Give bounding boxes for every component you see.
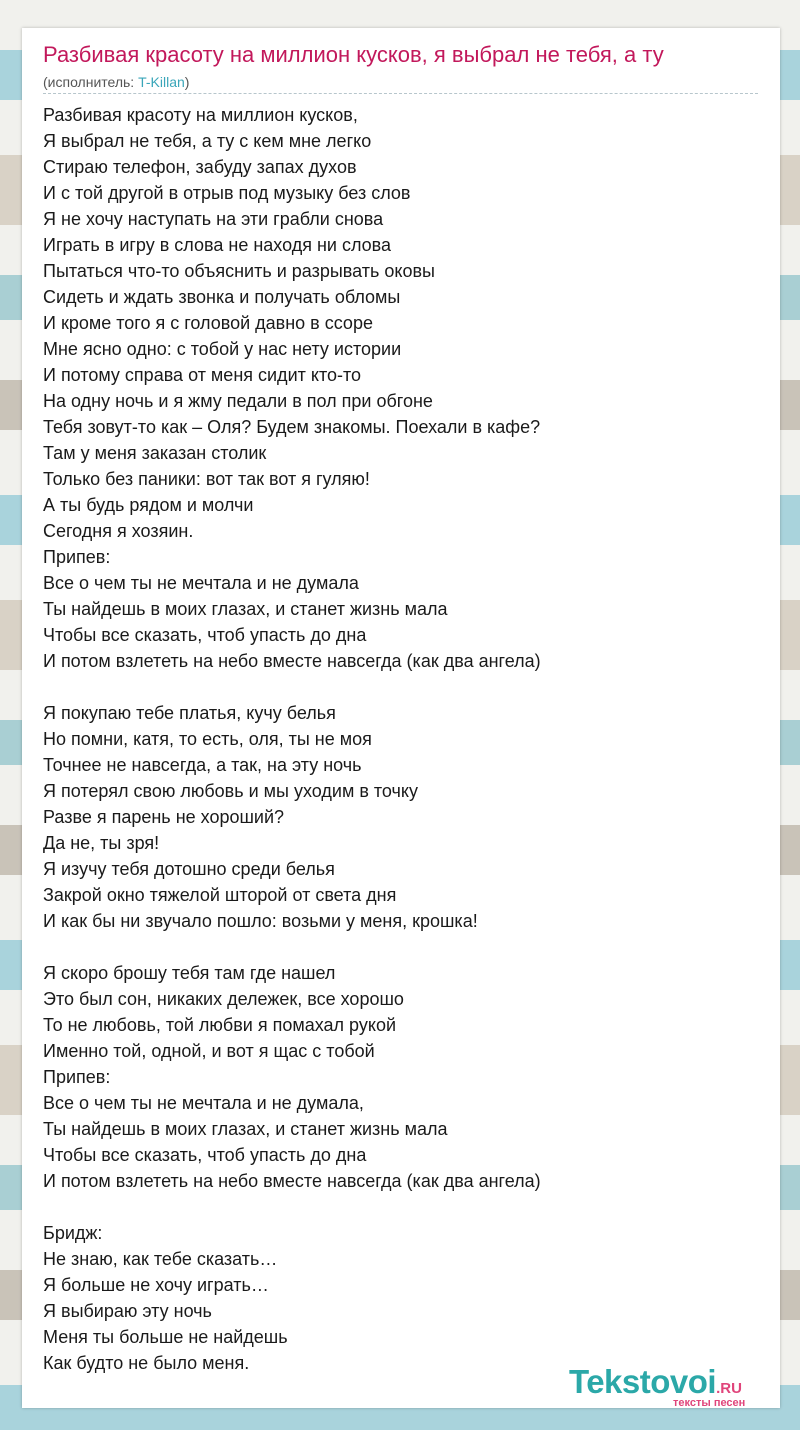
lyrics-card <box>22 28 780 1408</box>
lyric-line: Ты найдешь в моих глазах, и станет жизнь мала <box>43 1119 448 1139</box>
lyric-line: Пытаться что-то объяснить и разрывать оковы <box>43 261 435 281</box>
lyrics-text <box>43 102 758 1376</box>
lyric-line: И кроме того я с головой давно в ссоре <box>43 313 373 333</box>
logo-tld: .RU <box>716 1380 742 1397</box>
lyric-line: Разве я парень не хороший? <box>43 807 285 827</box>
title-divider <box>43 93 758 94</box>
lyric-line: Это был сон, никаких дележек, все хорошо <box>43 989 404 1009</box>
lyric-line: Я потерял свою любовь и мы уходим в точку <box>43 781 419 801</box>
byline-suffix: ) <box>184 74 190 90</box>
lyric-line: Тебя зовут-то как – Оля? Будем знакомы. Поехали в кафе? <box>43 417 541 437</box>
lyric-line: Меня ты больше не найдешь <box>43 1327 288 1347</box>
lyric-line: На одну ночь и я жму педали в пол при обгоне <box>43 391 433 411</box>
lyric-line: А ты будь рядом и молчи <box>43 495 254 515</box>
lyric-line: Я покупаю тебе платья, кучу белья <box>43 703 336 723</box>
logo-tagline: тексты песен <box>673 1397 746 1409</box>
lyric-line: Не знаю, как тебе сказать… <box>43 1249 278 1269</box>
stanza-break <box>43 934 758 960</box>
lyric-line: Припев: <box>43 547 111 567</box>
artist-link[interactable]: T-Killan <box>138 74 185 90</box>
lyric-line: Я больше не хочу играть… <box>43 1275 269 1295</box>
stanza-break <box>43 674 758 700</box>
lyric-line: Именно той, одной, и вот я щас с тобой <box>43 1041 375 1061</box>
lyric-line: Разбивая красоту на миллион кусков, <box>43 105 358 125</box>
lyric-line: Играть в игру в слова не находя ни слова <box>43 235 392 255</box>
page-title: Разбивая красоту на миллион кусков, я выбрал не тебя, а ту <box>43 42 664 67</box>
lyric-line: Мне ясно одно: с тобой у нас нету истории <box>43 339 402 359</box>
lyric-line: Но помни, катя, то есть, оля, ты не моя <box>43 729 372 749</box>
lyric-line: Чтобы все сказать, чтоб упасть до дна <box>43 1145 367 1165</box>
site-logo[interactable] <box>569 1363 746 1409</box>
artist-byline <box>43 74 189 90</box>
lyric-line: То не любовь, той любви я помахал рукой <box>43 1015 397 1035</box>
lyric-line: Ты найдешь в моих глазах, и станет жизнь мала <box>43 599 448 619</box>
lyric-line: И потому справа от меня сидит кто-то <box>43 365 362 385</box>
lyric-line: Все о чем ты не мечтала и не думала <box>43 573 359 593</box>
byline-prefix: (исполнитель: <box>43 74 139 90</box>
lyric-line: И потом взлететь на небо вместе навсегда (как два ангела) <box>43 1171 541 1191</box>
lyric-line: Да не, ты зря! <box>43 833 160 853</box>
lyric-line: Я не хочу наступать на эти грабли снова <box>43 209 384 229</box>
lyric-line: И с той другой в отрыв под музыку без слов <box>43 183 411 203</box>
lyric-line: Закрой окно тяжелой шторой от света дня <box>43 885 397 905</box>
lyric-line: Чтобы все сказать, чтоб упасть до дна <box>43 625 367 645</box>
lyric-line: Все о чем ты не мечтала и не думала, <box>43 1093 364 1113</box>
lyric-line: Только без паники: вот так вот я гуляю! <box>43 469 370 489</box>
lyric-line: Стираю телефон, забуду запах духов <box>43 157 357 177</box>
lyric-line: Точнее не навсегда, а так, на эту ночь <box>43 755 362 775</box>
lyric-line: Сегодня я хозяин. <box>43 521 194 541</box>
lyric-line: И потом взлететь на небо вместе навсегда (как два ангела) <box>43 651 541 671</box>
lyric-line: И как бы ни звучало пошло: возьми у меня, крошка! <box>43 911 478 931</box>
lyric-line: Сидеть и ждать звонка и получать обломы <box>43 287 401 307</box>
stanza-break <box>43 1194 758 1220</box>
lyric-line: Припев: <box>43 1067 111 1087</box>
lyric-line: Я изучу тебя дотошно среди белья <box>43 859 335 879</box>
lyric-line: Там у меня заказан столик <box>43 443 267 463</box>
lyric-line: Бридж: <box>43 1223 103 1243</box>
logo-brand: Tekstovoi <box>569 1363 717 1400</box>
lyric-line: Я скоро брошу тебя там где нашел <box>43 963 336 983</box>
lyric-line: Я выбрал не тебя, а ту с кем мне легко <box>43 131 372 151</box>
lyric-line: Я выбираю эту ночь <box>43 1301 212 1321</box>
lyric-line: Как будто не было меня. <box>43 1353 250 1373</box>
